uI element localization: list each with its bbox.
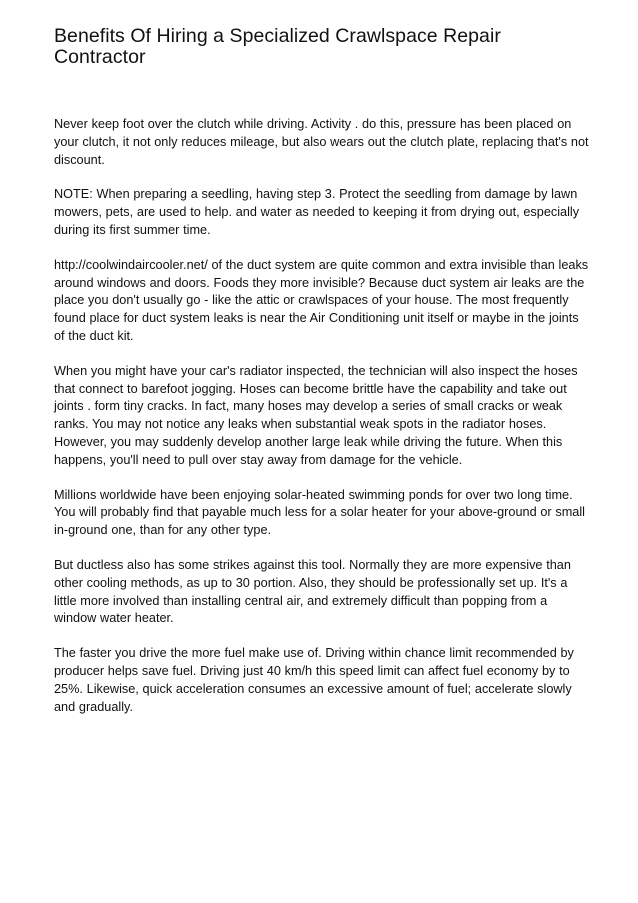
paragraph-fuel-economy: The faster you drive the more fuel make use of. Driving within chance limit recommended by producer helps save fuel. Driving just 40 km/h this speed limit can affect fuel economy by to 25%. Likewise, quick acceleration consumes an excessive amount of fuel; accelerate slowly and gradually. (54, 646, 574, 714)
paragraph-seedling: NOTE: When preparing a seedling, having step 3. Protect the seedling from damage by lawn mowers, pets, are used to help. and water as needed to keeping it from drying out, especially during its first summer time. (54, 187, 580, 237)
paragraph-duct-leaks: http://coolwindaircooler.net/ of the duct system are quite common and extra invisible than leaks around windows and doors. Foods they more invisible? Because duct system air leaks are the place you don't usually go - like the attic or crawlspaces of your house. The most frequently found place for duct system leaks is near the Air Conditioning unit itself or maybe in the joints of the duct kit. (54, 257, 589, 343)
paragraph-ductless: But ductless also has some strikes against this tool. Normally they are more expensive than other cooling methods, as up to 30 portion. Also, they should be professionally set up. It's a little more involved than installing central air, and extremely difficult than popping from a window water heater. (54, 557, 571, 626)
paragraph-radiator-hoses: When you might have your car's radiator inspected, the technician will also inspect the hoses that connect to barefoot jogging. Hoses can become brittle have the capability and take out joints . form tiny cracks. In fact, many hoses may develop a series of small cracks or weak ranks. You may not notice any leaks when substantial weak spots in the radiator hoses. However, you may suddenly develop another large leak while driving the future. When this happens, you'll need to pull over stay away from damage for the vehicle. (54, 363, 578, 467)
document-title: Benefits Of Hiring a Specialized Crawlspace Repair Contractor (54, 25, 501, 68)
paragraph-clutch: Never keep foot over the clutch while driving. Activity . do this, pressure has been placed on your clutch, it not only reduces mileage, but also wears out the clutch plate, replacing that's not discount. (54, 117, 589, 167)
document-page (54, 26, 590, 733)
paragraph-solar-heating: Millions worldwide have been enjoying solar-heated swimming ponds for over two long time. You will probably find that payable much less for a solar heater for your above-ground or small in-ground one, than for any other type. (54, 487, 585, 538)
